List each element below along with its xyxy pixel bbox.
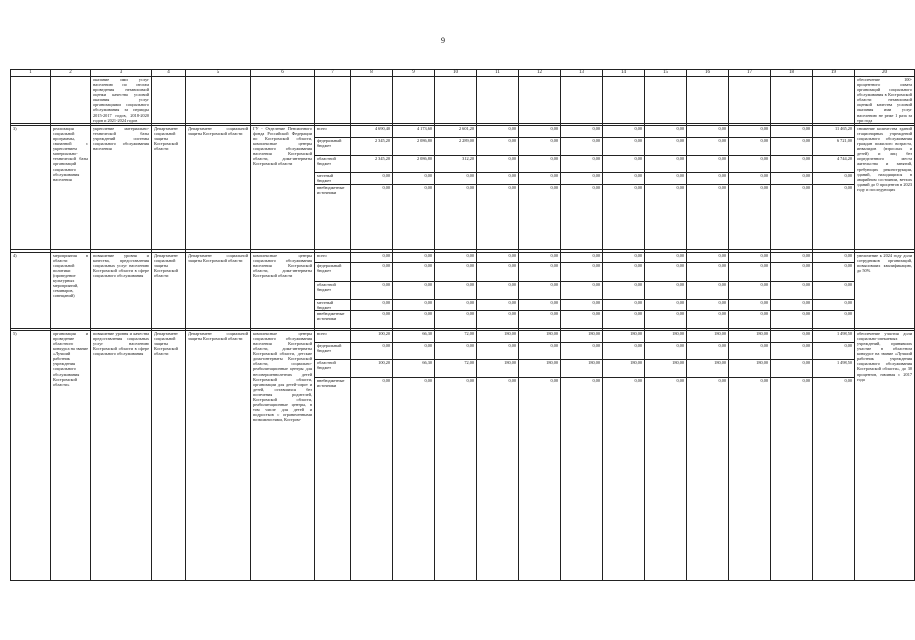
continuation-row xyxy=(11,77,915,123)
amount-value: 0,00 xyxy=(760,310,768,316)
amount-value: 0,00 xyxy=(508,185,516,191)
column-number-4: 4 xyxy=(152,70,186,77)
column-number-18: 18 xyxy=(771,70,813,77)
amount-value: 0,00 xyxy=(561,263,602,282)
amount-value: 0,00 xyxy=(477,138,518,156)
column-number-19: 19 xyxy=(813,70,855,77)
amount-value: 180,00 xyxy=(477,331,518,343)
amount-value: 0,00 xyxy=(519,173,560,185)
amount-value: 0,00 xyxy=(729,343,770,360)
amount-value: 0,00 xyxy=(592,310,600,316)
amount-value: 180,00 xyxy=(519,331,560,343)
amount-value: 0,00 xyxy=(603,253,644,263)
amount-value: 0,00 xyxy=(645,253,686,263)
amount-value: 0,00 xyxy=(802,185,810,191)
amount-value: 0,00 xyxy=(771,360,812,378)
amount-column xyxy=(477,252,519,328)
amount-value: 0,00 xyxy=(687,156,728,173)
target-indicator: обеспечение участия доли социально-опекаемых учреждений, принявших участие в областном конкурсе на звание «Лучший работник учреждения социального обслуживания Костромской области», до 30 процентов, начиная с 2017 года xyxy=(855,331,915,581)
amount-value: 0,00 xyxy=(729,263,770,282)
amount-value: 0,00 xyxy=(477,282,518,300)
amount-value: 2 086,80 xyxy=(393,156,434,173)
column-number-8: 8 xyxy=(351,70,393,77)
amount-value: 0,00 xyxy=(771,331,812,343)
amount-column xyxy=(351,252,393,328)
expected-result: повышение уровня и качества предоставления социальных услуг населению Костромской области в сфере социального обслуживания xyxy=(91,331,152,581)
column-number-9: 9 xyxy=(393,70,435,77)
amount-column xyxy=(519,331,561,581)
funding-source-label: внебюджетные источники xyxy=(317,378,345,389)
amount-value: 72,00 xyxy=(435,331,476,343)
participant: Департамент социальной защиты Костромской области xyxy=(186,331,251,581)
column-number-20: 20 xyxy=(855,70,915,77)
amount-value: 0,00 xyxy=(813,300,854,311)
funding-source-label: областной бюджет xyxy=(315,360,350,378)
amount-value: 180,00 xyxy=(645,331,686,343)
amount-value: 0,00 xyxy=(813,343,854,360)
amount-value: 0,00 xyxy=(844,310,852,316)
amount-value: 0,00 xyxy=(771,253,812,263)
amount-value: 0,00 xyxy=(771,282,812,300)
amount-value: 0,00 xyxy=(645,126,686,138)
amount-value: 0,00 xyxy=(771,300,812,311)
amount-value: 0,00 xyxy=(718,378,726,384)
amount-value: 0,00 xyxy=(550,378,558,384)
activity-name: реализация социальной программы, связанной с укреплением материально-технической базы организаций социального обслуживания населения xyxy=(51,126,91,250)
amount-column xyxy=(813,126,855,250)
amount-value: 0,00 xyxy=(813,173,854,185)
amount-value: 0,00 xyxy=(466,185,474,191)
funding-sources xyxy=(315,252,351,328)
amount-value: 0,00 xyxy=(393,263,434,282)
column-number-17: 17 xyxy=(729,70,771,77)
funds-recipient: комплексные центры социального обслуживания населения Костромской области, дома-интернаты Костромской области xyxy=(251,252,315,328)
amount-column xyxy=(603,126,645,250)
amount-column xyxy=(729,331,771,581)
funding-source-label: федеральный бюджет xyxy=(315,138,350,156)
amount-value: 0,00 xyxy=(603,126,644,138)
program-activities-table xyxy=(10,69,915,581)
amount-value: 180,00 xyxy=(687,360,728,378)
activity-row xyxy=(11,252,915,328)
expected-result: повышение уровня и качества, предоставления социальных услуг населению Костромской области в сфере социального обслуживания xyxy=(91,252,152,328)
amount-value: 0,00 xyxy=(382,378,390,384)
amount-value: 180,00 xyxy=(477,360,518,378)
amount-value: 0,00 xyxy=(351,263,392,282)
amount-column xyxy=(435,331,477,581)
amount-value: 0,00 xyxy=(508,310,516,316)
amount-value: 0,00 xyxy=(435,263,476,282)
amount-value: 0,00 xyxy=(519,253,560,263)
amount-value: 0,00 xyxy=(645,282,686,300)
funding-source-label: областной бюджет xyxy=(315,156,350,173)
target-indicator: увеличение к 2024 году доли сотрудников организаций, повысивших квалификацию, до 50% xyxy=(855,252,915,328)
column-number-7: 7 xyxy=(315,70,351,77)
amount-value: 0,00 xyxy=(634,378,642,384)
activity-name: организация и проведение областного конкурса на звание «Лучший работник учреждения социального обслуживания Костромской области» xyxy=(51,331,91,581)
amount-value: 100,20 xyxy=(351,331,392,343)
funding-sources xyxy=(315,331,351,581)
amount-value: 2 289,00 xyxy=(435,138,476,156)
amount-value: 0,00 xyxy=(771,263,812,282)
amount-value: 0,00 xyxy=(351,173,392,185)
page-number: 9 xyxy=(441,36,445,45)
target-indicator: снижение количества зданий стационарных учреждений социального обслуживания граждан пожилого возраста, инвалидов (взрослых и детей) и лиц без определенного места жительства и занятий, требующих реконструкции, зданий, находящихся в аварийном состоянии, ветхих зданий до 0 процентов в 2023 году и последующих xyxy=(855,126,915,250)
amount-column xyxy=(561,252,603,328)
amount-value: 0,00 xyxy=(771,343,812,360)
amount-value: 2 345,20 xyxy=(351,156,392,173)
column-number-11: 11 xyxy=(477,70,519,77)
amount-column xyxy=(813,252,855,328)
amount-value: 0,00 xyxy=(729,300,770,311)
activity-row xyxy=(11,331,915,581)
amount-value: 0,00 xyxy=(676,310,684,316)
amount-value: 0,00 xyxy=(729,156,770,173)
amount-value: 0,00 xyxy=(561,282,602,300)
expected-result: укрепление материально-технической базы учреждений системы социального обслуживания населения xyxy=(91,126,152,250)
amount-value: 0,00 xyxy=(687,173,728,185)
participant: Департамент социальной защиты Костромской области xyxy=(186,126,251,250)
amount-column xyxy=(435,126,477,250)
amount-value: 0,00 xyxy=(382,185,390,191)
amount-value: 0,00 xyxy=(603,263,644,282)
amount-value: 0,00 xyxy=(519,263,560,282)
amount-value: 0,00 xyxy=(393,173,434,185)
funding-source-label: внебюджетные источники xyxy=(317,185,345,196)
amount-value: 0,00 xyxy=(813,263,854,282)
row-number: 4) xyxy=(11,252,51,328)
amount-value: 0,00 xyxy=(351,343,392,360)
executor: Департамент социальной защиты Костромской области xyxy=(152,331,186,581)
column-number-14: 14 xyxy=(603,70,645,77)
amount-column xyxy=(393,252,435,328)
amount-value: 0,00 xyxy=(382,310,390,316)
amount-column xyxy=(645,331,687,581)
amount-value: 0,00 xyxy=(519,156,560,173)
amount-value: 0,00 xyxy=(802,378,810,384)
amount-column xyxy=(729,126,771,250)
amount-value: 0,00 xyxy=(519,343,560,360)
amount-column xyxy=(477,126,519,250)
amount-value: 0,00 xyxy=(645,173,686,185)
funding-sources xyxy=(315,126,351,250)
funding-source-label: местный бюджет xyxy=(315,173,350,185)
column-number-1: 1 xyxy=(11,70,51,77)
amount-value: 0,00 xyxy=(687,343,728,360)
amount-value: 66,30 xyxy=(393,331,434,343)
participant: Департамент социальной защиты Костромской области xyxy=(186,252,251,328)
column-number-6: 6 xyxy=(251,70,315,77)
amount-value: 180,00 xyxy=(603,360,644,378)
amount-value: 0,00 xyxy=(771,156,812,173)
amount-value: 0,00 xyxy=(477,300,518,311)
amount-value: 0,00 xyxy=(477,343,518,360)
amount-value: 0,00 xyxy=(550,185,558,191)
amount-value: 0,00 xyxy=(603,343,644,360)
amount-value: 0,00 xyxy=(561,173,602,185)
amount-column xyxy=(393,126,435,250)
amount-column xyxy=(729,252,771,328)
amount-value: 0,00 xyxy=(634,185,642,191)
amount-column xyxy=(603,331,645,581)
amount-value: 0,00 xyxy=(760,378,768,384)
amount-value: 0,00 xyxy=(645,263,686,282)
amount-value: 0,00 xyxy=(477,253,518,263)
funding-source-label: федеральный бюджет xyxy=(315,263,350,282)
amount-value: 0,00 xyxy=(718,310,726,316)
amount-value: 11 465,20 xyxy=(813,126,854,138)
amount-column xyxy=(435,252,477,328)
row-number: 3) xyxy=(11,126,51,250)
amount-value: 0,00 xyxy=(519,300,560,311)
amount-value: 1 498,50 xyxy=(813,360,854,378)
funding-source-label: всего xyxy=(315,331,350,343)
amount-column xyxy=(771,252,813,328)
amount-value: 0,00 xyxy=(561,300,602,311)
amount-value: 0,00 xyxy=(603,156,644,173)
amount-column xyxy=(645,252,687,328)
activity-name: мероприятия в области социальной политики (проведение культурных мероприятий, семинаров, совещаний) xyxy=(51,252,91,328)
amount-value: 0,00 xyxy=(561,156,602,173)
amount-value: 0,00 xyxy=(603,173,644,185)
amount-value: 0,00 xyxy=(592,378,600,384)
amount-value: 0,00 xyxy=(729,138,770,156)
amount-column xyxy=(519,126,561,250)
amount-value: 0,00 xyxy=(393,253,434,263)
amount-value: 100,20 xyxy=(351,360,392,378)
funds-recipient: ГУ - Отделение Пенсионного фонда Российской Федерации по Костромской области, комплексные центры социального обслуживания населения Костромской области, дома-интернаты Костромской области xyxy=(251,126,315,250)
amount-value: 0,00 xyxy=(687,126,728,138)
amount-value: 0,00 xyxy=(676,185,684,191)
amount-column xyxy=(687,126,729,250)
column-number-13: 13 xyxy=(561,70,603,77)
amount-value: 0,00 xyxy=(550,310,558,316)
amount-value: 0,00 xyxy=(844,378,852,384)
amount-value: 180,00 xyxy=(687,331,728,343)
amount-value: 0,00 xyxy=(435,253,476,263)
column-number-15: 15 xyxy=(645,70,687,77)
amount-value: 0,00 xyxy=(645,138,686,156)
amount-value: 0,00 xyxy=(687,300,728,311)
amount-value: 0,00 xyxy=(519,282,560,300)
amount-value: 0,00 xyxy=(729,173,770,185)
amount-value: 0,00 xyxy=(771,173,812,185)
amount-value: 0,00 xyxy=(561,343,602,360)
column-number-row xyxy=(11,70,915,77)
amount-value: 0,00 xyxy=(477,126,518,138)
amount-column xyxy=(771,126,813,250)
amount-value: 180,00 xyxy=(729,360,770,378)
amount-value: 0,00 xyxy=(508,378,516,384)
amount-value: 0,00 xyxy=(435,282,476,300)
amount-column xyxy=(687,252,729,328)
funding-source-label: федеральный бюджет xyxy=(315,343,350,360)
amount-value: 0,00 xyxy=(687,263,728,282)
amount-value: 180,00 xyxy=(603,331,644,343)
amount-value: 0,00 xyxy=(676,378,684,384)
amount-value: 0,00 xyxy=(477,263,518,282)
amount-value: 2 086,80 xyxy=(393,138,434,156)
amount-value: 0,00 xyxy=(351,253,392,263)
amount-value: 0,00 xyxy=(645,156,686,173)
amount-value: 0,00 xyxy=(466,378,474,384)
amount-value: 4 173,60 xyxy=(393,126,434,138)
amount-value: 0,00 xyxy=(687,282,728,300)
amount-value: 0,00 xyxy=(561,253,602,263)
amount-value: 0,00 xyxy=(519,138,560,156)
column-number-12: 12 xyxy=(519,70,561,77)
amount-value: 0,00 xyxy=(424,310,432,316)
amount-value: 2 601,20 xyxy=(435,126,476,138)
amount-value: 0,00 xyxy=(351,300,392,311)
amount-value: 1 498,50 xyxy=(813,331,854,343)
amount-value: 0,00 xyxy=(645,343,686,360)
amount-column xyxy=(813,331,855,581)
amount-value: 0,00 xyxy=(351,282,392,300)
amount-column xyxy=(561,331,603,581)
executor: Департамент социальной защиты Костромской области xyxy=(152,126,186,250)
amount-value: 180,00 xyxy=(519,360,560,378)
amount-value: 0,00 xyxy=(393,282,434,300)
amount-value: 0,00 xyxy=(435,300,476,311)
amount-value: 0,00 xyxy=(729,282,770,300)
amount-value: 0,00 xyxy=(813,253,854,263)
funds-recipient: комплексные центры социального обслуживания населения Костромской области, дома-интернаты Костромской области, детские дома-интернаты Костромской области, социально-реабилитационные центры для несовершеннолетних детей Костромской области, организации для детей-сирот и детей, оставшихся без попечения родителей, Костромской области, реабилитационные центры, в том числе для детей и подростков с ограниченными возможностями, Костром- xyxy=(251,331,315,581)
amount-value: 0,00 xyxy=(561,138,602,156)
column-number-2: 2 xyxy=(51,70,91,77)
amount-value: 180,00 xyxy=(561,360,602,378)
amount-value: 0,00 xyxy=(603,282,644,300)
column-number-3: 3 xyxy=(91,70,152,77)
amount-value: 0,00 xyxy=(771,126,812,138)
amount-column xyxy=(477,331,519,581)
continued-result-text: оказание ими услуг населению по итогам проведения независимой оценки качества условий оказания услуг организациями социального обслуживания за периоды 2015-2017 годов, 2018-2020 годов и 2021-2024 годов xyxy=(91,77,152,123)
amount-column xyxy=(687,331,729,581)
amount-value: 0,00 xyxy=(424,378,432,384)
column-number-16: 16 xyxy=(687,70,729,77)
amount-column xyxy=(645,126,687,250)
amount-value: 180,00 xyxy=(645,360,686,378)
amount-value: 0,00 xyxy=(435,173,476,185)
amount-value: 0,00 xyxy=(435,343,476,360)
funding-source-label: местный бюджет xyxy=(315,300,350,311)
amount-value: 0,00 xyxy=(603,138,644,156)
amount-value: 0,00 xyxy=(729,253,770,263)
amount-value: 0,00 xyxy=(760,185,768,191)
amount-value: 0,00 xyxy=(592,185,600,191)
column-number-10: 10 xyxy=(435,70,477,77)
amount-value: 180,00 xyxy=(729,331,770,343)
amount-value: 72,00 xyxy=(435,360,476,378)
amount-value: 0,00 xyxy=(844,185,852,191)
amount-value: 2 345,20 xyxy=(351,138,392,156)
amount-value: 0,00 xyxy=(603,300,644,311)
amount-value: 0,00 xyxy=(771,138,812,156)
amount-value: 0,00 xyxy=(424,185,432,191)
funding-source-label: всего xyxy=(315,126,350,138)
amount-value: 0,00 xyxy=(393,300,434,311)
amount-column xyxy=(771,331,813,581)
amount-column xyxy=(393,331,435,581)
amount-value: 0,00 xyxy=(813,282,854,300)
amount-column xyxy=(561,126,603,250)
amount-column xyxy=(603,252,645,328)
amount-value: 6 721,00 xyxy=(813,138,854,156)
funding-source-label: областной бюджет xyxy=(315,282,350,300)
amount-value: 0,00 xyxy=(718,185,726,191)
amount-value: 0,00 xyxy=(645,300,686,311)
amount-value: 0,00 xyxy=(634,310,642,316)
funding-source-label: всего xyxy=(315,253,350,263)
amount-column xyxy=(351,126,393,250)
activity-row xyxy=(11,126,915,250)
column-number-5: 5 xyxy=(186,70,251,77)
executor: Департамент социальной защиты Костромской области xyxy=(152,252,186,328)
amount-value: 4 744,20 xyxy=(813,156,854,173)
amount-value: 0,00 xyxy=(466,310,474,316)
amount-value: 312,20 xyxy=(435,156,476,173)
amount-value: 0,00 xyxy=(477,173,518,185)
continued-target-text: обеспечение 100-процентного охвата организаций социального обслуживания в Костромской области независимой оценкой качества условий оказания ими услуг населению не реже 1 раза за три года xyxy=(855,77,915,123)
amount-column xyxy=(351,331,393,581)
amount-value: 0,00 xyxy=(477,156,518,173)
amount-value: 0,00 xyxy=(519,126,560,138)
row-number: 5) xyxy=(11,331,51,581)
amount-column xyxy=(519,252,561,328)
amount-value: 0,00 xyxy=(687,253,728,263)
funding-source-label: внебюджетные источники xyxy=(317,310,345,321)
amount-value: 0,00 xyxy=(729,126,770,138)
amount-value: 180,00 xyxy=(561,331,602,343)
amount-value: 0,00 xyxy=(561,126,602,138)
amount-value: 0,00 xyxy=(802,310,810,316)
amount-value: 4 690,40 xyxy=(351,126,392,138)
amount-value: 0,00 xyxy=(393,343,434,360)
amount-value: 0,00 xyxy=(687,138,728,156)
amount-value: 66,30 xyxy=(393,360,434,378)
